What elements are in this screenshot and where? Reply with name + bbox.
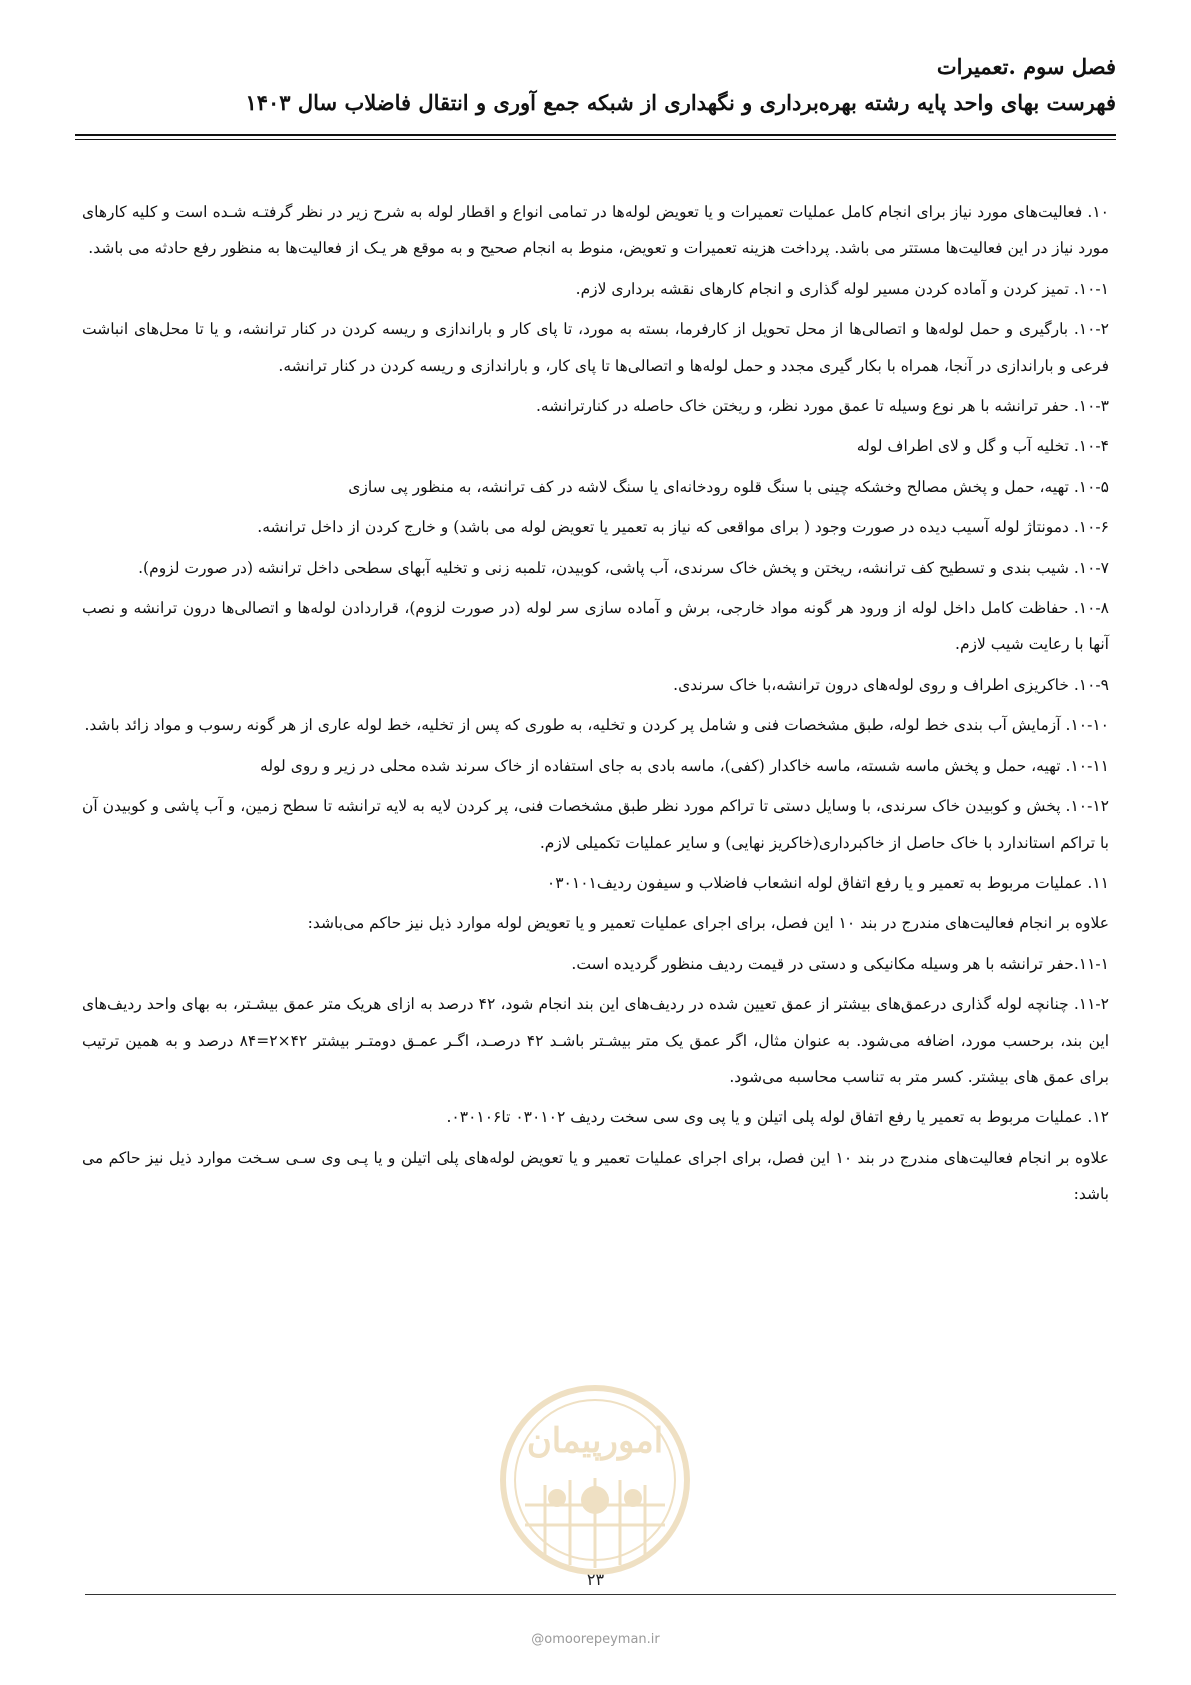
document-title: فهرست بهای واحد پایه رشته بهره‌برداری و نگهداری از شبکه جمع آوری و انتقال فاضلاب سال ۱۴۰۳: [245, 90, 1116, 115]
paragraph-10-10: ۱۰-۱۰. آزمایش آب بندی خط لوله، طبق مشخصات فنی و شامل پر کردن و تخلیه، به طوری که پس از تخلیه، خط لوله عاری از هر گونه رسوب و مواد زائد باشد.: [84, 716, 1109, 735]
chapter-title: فصل سوم .تعمیرات: [936, 54, 1116, 79]
paragraph-11: ۱۱. عملیات مربوط به تعمیر و یا رفع اتفاق لوله انشعاب فاضلاب و سیفون ردیف۰۳۰۱۰۱: [546, 873, 1109, 892]
website-footer: @omoorepeyman.ir: [531, 1632, 660, 1647]
paragraph-10-7: ۱۰-۷. شیب بندی و تسطیح کف ترانشه، ریختن و پخش خاک سرندی، آب پاشی، کوبیدن، تلمبه زنی و تخلیه آبهای سطحی داخل ترانشه (در صورت لزوم).: [138, 558, 1109, 577]
paragraph-10-9: ۱۰-۹. خاکریزی اطراف و روی لوله‌های درون ترانشه،با خاک سرندی.: [673, 675, 1109, 694]
paragraph-10-5: ۱۰-۵. تهیه، حمل و پخش مصالح وخشکه چینی با سنگ قلوه رودخانه‌ای یا سنگ لاشه در کف ترانشه، به منظور پی سازی: [348, 477, 1109, 496]
paragraph-10: ۱۰. فعالیت‌های مورد نیاز برای انجام کامل عملیات تعمیرات و یا تعویض لوله‌ها در تمامی انواع و اقطار لوله به شرح زیر در نظر گرفتـه شـده است و کلیه کارهای مورد نیاز در این فعالیت‌ها مستتر می باشد. پرداخت هزینه تعمیرات و تعویض، منوط به انجام صحیح و به موقع هر یـک از فعالیت‌ها به منظور رفع حادثه می باشد.: [82, 203, 1109, 258]
header-rule-thin: [75, 139, 1116, 140]
paragraph-12-intro: علاوه بر انجام فعالیت‌های مندرج در بند ۱۰ این فصل، برای اجرای عملیات تعمیر و یا تعویض لوله‌های پلی اتیلن و یا پـی وی سـی سـخت موارد ذیل نیز حاکم می باشد:: [82, 1148, 1109, 1204]
paragraph-10-8: ۱۰-۸. حفاظت کامل داخل لوله از ورود هر گونه مواد خارجی، برش و آماده سازی سر لوله (در صورت لزوم)، قراردادن لوله‌ها و اتصالی‌ها درون ترانشه و نصب آنها با رعایت شیب لازم.: [82, 599, 1109, 654]
document-body: [82, 194, 1109, 1213]
paragraph-12: ۱۲. عملیات مربوط به تعمیر یا رفع اتفاق لوله پلی اتیلن و یا پی وی سی سخت ردیف ۰۳۰۱۰۲ تا۰۳۰۱۰۶.: [446, 1108, 1109, 1127]
paragraph-10-12: ۱۰-۱۲. پخش و کوبیدن خاک سرندی، با وسایل دستی تا تراکم مورد نظر طبق مشخصات فنی، پر کردن لایه به لایه ترانشه تا سطح زمین، و آب پاشی و کوبیدن آن با تراکم استاندارد با خاک حاصل از خاکبرداری(خاکریز نهایی) و سایر عملیات تکمیلی لازم.: [82, 797, 1109, 852]
header-rule-thick: [75, 134, 1116, 136]
page-number: ۲۳: [586, 1570, 605, 1589]
svg-text:امورپیمان: امورپیمان: [526, 1421, 664, 1461]
page-header: [75, 52, 1116, 120]
watermark-logo: [495, 1380, 695, 1580]
paragraph-10-1: ۱۰-۱. تمیز کردن و آماده کردن مسیر لوله گذاری و انجام کارهای نقشه برداری لازم.: [575, 279, 1109, 298]
paragraph-10-2: ۱۰-۲. بارگیری و حمل لوله‌ها و اتصالی‌ها از محل تحویل از کارفرما، بسته به مورد، تا پای کار و باراندازی و ریسه کردن در کنار ترانشه، و یا تا محل‌های انباشت فرعی و باراندازی در آنجا، همراه با بکار گیری مجدد و حمل لوله‌ها و اتصالی‌ها تا پای کار، و باراندازی و ریسه کردن در کنار ترانشه.: [82, 320, 1109, 375]
footer-rule: [85, 1594, 1116, 1595]
paragraph-11-1: ۱۱-۱.حفر ترانشه با هر وسیله مکانیکی و دستی در قیمت ردیف منظور گردیده است.: [571, 954, 1109, 973]
paragraph-10-3: ۱۰-۳. حفر ترانشه با هر نوع وسیله تا عمق مورد نظر، و ریختن خاک حاصله در کنارترانشه.: [535, 397, 1109, 416]
paragraph-10-11: ۱۰-۱۱. تهیه، حمل و پخش ماسه شسته، ماسه خاکدار (کفی)، ماسه بادی به جای استفاده از خاک سرند شده محلی در زیر و روی لوله: [260, 756, 1109, 775]
paragraph-10-6: ۱۰-۶. دمونتاژ لوله آسیب دیده در صورت وجود ( برای مواقعی که نیاز به تعمیر یا تعویض لوله می باشد) و خارج کردن از داخل ترانشه.: [257, 518, 1109, 537]
paragraph-11-2: ۱۱-۲. چنانچه لوله گذاری درعمق‌های بیشتر از عمق تعیین شده در ردیف‌های این بند انجام شود، ۴۲ درصد به ازای هریک متر عمق بیشـتر، به بهای واحد ردیف‌های این بند، برحسب مورد، اضافه می‌شود. به عنوان مثال، اگر عمق یک متر بیشـتر باشـد ۴۲ درصـد، اگـر عمـق دومتـر بیشتر ۴۲×۲=۸۴ درصد و به همین ترتیب برای عمق های بیشتر. کسر متر به تناسب محاسبه می‌شود.: [82, 995, 1109, 1086]
paragraph-10-4: ۱۰-۴. تخلیه آب و گل و لای اطراف لوله: [856, 437, 1109, 456]
paragraph-11-intro: علاوه بر انجام فعالیت‌های مندرج در بند ۱۰ این فصل، برای اجرای عملیات تعمیر و یا تعویض لوله موارد ذیل نیز حاکم می‌باشد:: [307, 914, 1109, 933]
